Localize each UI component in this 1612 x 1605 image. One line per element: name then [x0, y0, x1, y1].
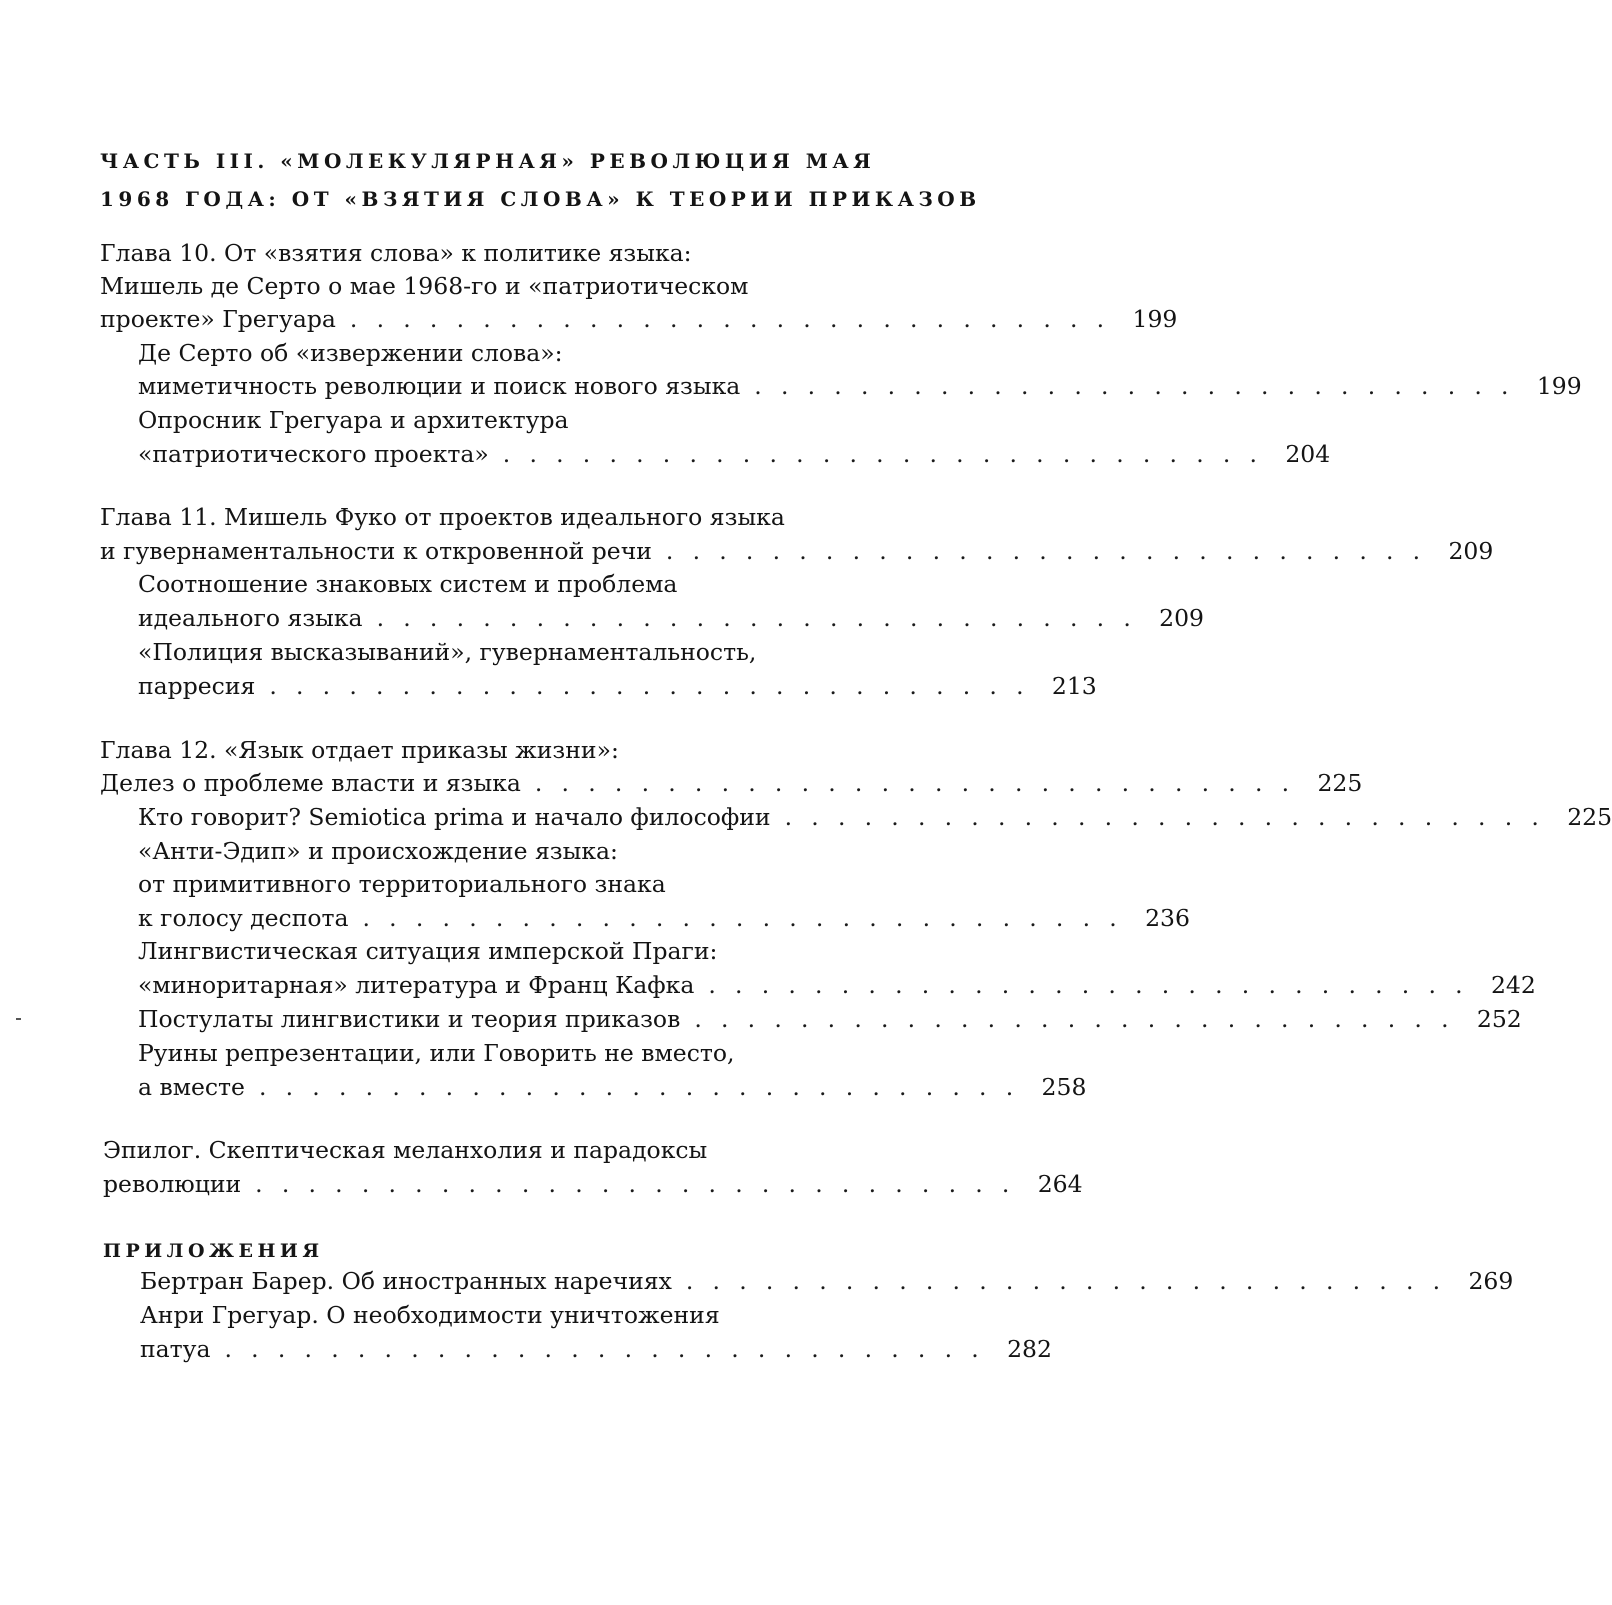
page-number: 213: [1051, 672, 1097, 700]
dot-leader: .............................: [685, 1267, 1460, 1295]
chapter-12-title-line-1: Глава 12. «Язык отдает приказы жизни»:: [100, 736, 619, 764]
toc-entry-section-12-1[interactable]: [138, 800, 1612, 834]
toc-entry-section-12-3[interactable]: [138, 968, 1536, 1002]
part-title: [100, 142, 981, 218]
section-12-2-line-2: от примитивного территориального знака: [138, 870, 666, 898]
page-number: 199: [1536, 372, 1582, 400]
section-11-2-line-2: парресия: [138, 672, 256, 700]
section-10-2-line-2: «патриотического проекта»: [138, 440, 489, 468]
section-12-5-line-1: Руины репрезентации, или Говорить не вместо,: [138, 1039, 735, 1067]
page-number: 252: [1476, 1005, 1522, 1033]
chapter-12-title-line-2: Делез о проблеме власти и языка: [100, 769, 521, 797]
toc-entry-section-11-2[interactable]: [138, 669, 1097, 703]
part-title-line-2: 1968 ГОДА: ОТ «ВЗЯТИЯ СЛОВА» К ТЕОРИИ ПРИКАЗОВ: [100, 187, 981, 211]
section-10-2-line-1: Опросник Грегуара и архитектура: [138, 406, 569, 434]
toc-entry-section-10-2[interactable]: [138, 437, 1331, 471]
toc-entry-chapter-11[interactable]: [100, 534, 1494, 568]
dot-leader: .............................: [754, 372, 1528, 400]
section-10-1-line-1: Де Серто об «извержении слова»:: [138, 339, 563, 367]
page-number: 209: [1159, 604, 1204, 632]
dot-leader: .............................: [362, 904, 1136, 932]
section-12-1-title: Кто говорит? Semiotica prima и начало философии: [138, 803, 771, 831]
dot-leader: .............................: [349, 305, 1124, 333]
page-number: 264: [1037, 1170, 1083, 1198]
toc-entry-section-12-4[interactable]: [138, 1002, 1522, 1036]
page-number: 242: [1490, 971, 1536, 999]
dot-leader: .............................: [258, 1073, 1033, 1101]
dot-leader: .............................: [694, 1005, 1468, 1033]
dot-leader: .............................: [708, 971, 1482, 999]
dot-leader: .............................: [376, 604, 1150, 632]
page-number: 225: [1317, 769, 1363, 797]
chapter-10-title-line-2: Мишель де Серто о мае 1968-го и «патриотическом: [100, 272, 749, 300]
section-11-1-line-1: Соотношение знаковых систем и проблема: [138, 570, 678, 598]
appendix-caption: ПРИЛОЖЕНИЯ: [103, 1240, 324, 1262]
toc-entry-appendix-2[interactable]: [140, 1332, 1052, 1366]
page-number: 282: [1007, 1335, 1052, 1363]
page-number: 258: [1041, 1073, 1087, 1101]
page-number: 236: [1145, 904, 1190, 932]
dot-leader: .............................: [665, 537, 1440, 565]
chapter-11-title-line-1: Глава 11. Мишель Фуко от проектов идеального языка: [100, 503, 785, 531]
toc-entry-section-11-1[interactable]: [138, 601, 1204, 635]
section-10-1-line-2: миметичность революции и поиск нового языка: [138, 372, 741, 400]
toc-entry-epilogue[interactable]: [103, 1167, 1083, 1201]
page-number: 225: [1567, 803, 1612, 831]
part-title-line-1: ЧАСТЬ III. «МОЛЕКУЛЯРНАЯ» РЕВОЛЮЦИЯ МАЯ: [100, 149, 876, 173]
page-number: 204: [1285, 440, 1331, 468]
dot-leader: .............................: [224, 1335, 998, 1363]
chapter-11-title-line-2: и гувернаментальности к откровенной речи: [100, 537, 652, 565]
dot-leader: .............................: [784, 803, 1559, 831]
appendix-2-line-1: Анри Грегуар. О необходимости уничтожения: [140, 1301, 720, 1329]
section-12-4-title: Постулаты лингвистики и теория приказов: [138, 1005, 681, 1033]
section-11-2-line-1: «Полиция высказываний», гувернаментальность,: [138, 638, 757, 666]
toc-entry-section-12-5[interactable]: [138, 1070, 1087, 1104]
epilogue-title-line-2: революции: [103, 1170, 242, 1198]
section-12-3-line-2: «миноритарная» литература и Франц Кафка: [138, 971, 695, 999]
section-11-1-line-2: идеального языка: [138, 604, 363, 632]
chapter-10-title-line-1: Глава 10. От «взятия слова» к политике языка:: [100, 239, 692, 267]
margin-mark: [16, 1018, 21, 1020]
page-number: 209: [1448, 537, 1494, 565]
section-12-2-line-3: к голосу деспота: [138, 904, 349, 932]
section-12-5-line-2: а вместе: [138, 1073, 245, 1101]
dot-leader: .............................: [502, 440, 1277, 468]
dot-leader: .............................: [534, 769, 1309, 797]
page-number: 199: [1132, 305, 1178, 333]
toc-entry-appendix-1[interactable]: [140, 1264, 1514, 1298]
toc-entry-chapter-10[interactable]: [100, 302, 1178, 336]
toc-entry-chapter-12[interactable]: [100, 766, 1363, 800]
epilogue-title-line-1: Эпилог. Скептическая меланхолия и парадоксы: [103, 1136, 708, 1164]
dot-leader: .............................: [255, 1170, 1029, 1198]
section-12-2-line-1: «Анти-Эдип» и происхождение языка:: [138, 837, 618, 865]
section-12-3-line-1: Лингвистическая ситуация имперской Праги:: [138, 937, 718, 965]
page-number: 269: [1468, 1267, 1514, 1295]
toc-entry-section-12-2[interactable]: [138, 901, 1190, 935]
toc-entry-section-10-1[interactable]: [138, 369, 1582, 403]
dot-leader: .............................: [269, 672, 1043, 700]
chapter-10-title-line-3: проекте» Грегуара: [100, 305, 336, 333]
appendix-1-title: Бертран Барер. Об иностранных наречиях: [140, 1267, 672, 1295]
appendix-2-line-2: патуа: [140, 1335, 211, 1363]
